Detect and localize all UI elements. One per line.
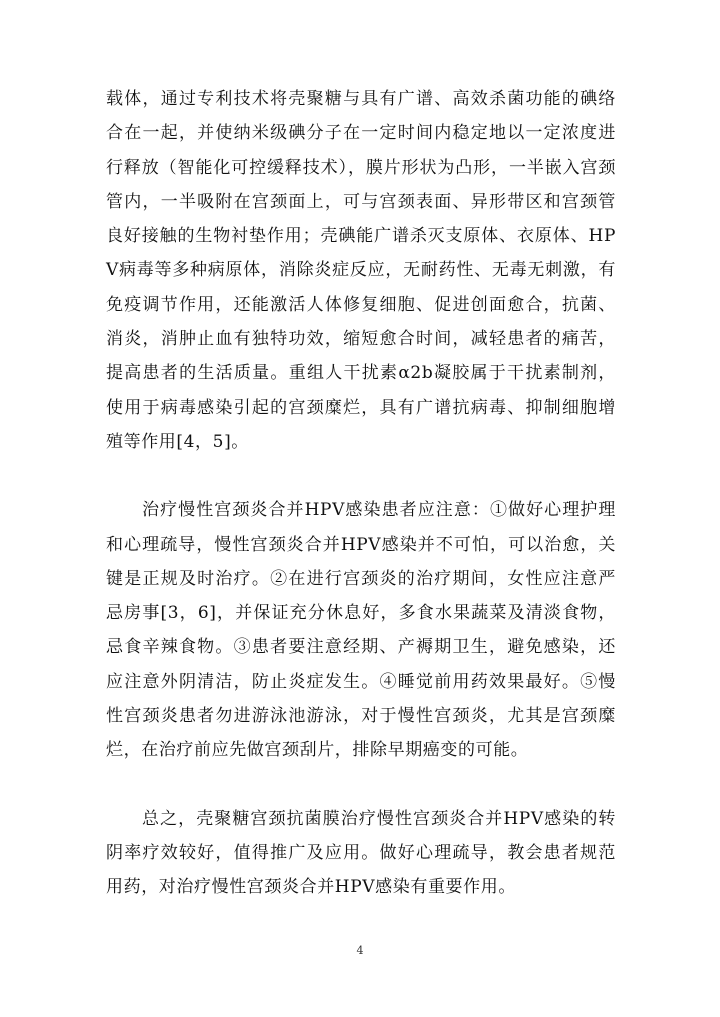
- body-text: [106, 82, 616, 905]
- page-number: 4: [356, 944, 364, 957]
- paragraph-conclusion: 总之，壳聚糖宫颈抗菌膜治疗慢性宫颈炎合并HPV感染的转阴率疗效较好，值得推广及应用。做好心理疏导，教会患者规范用药，对治疗慢性宫颈炎合并HPV感染有重要作用。: [106, 808, 616, 898]
- paragraph-continuation: 载体，通过专利技术将壳聚糖与具有广谱、高效杀菌功能的碘络合在一起，并使纳米级碘分子在一定时间内稳定地以一定浓度进行释放（智能化可控缓释技术），膜片形状为凸形，一半嵌入宫颈管内，一半吸附在宫颈面上，可与宫颈表面、异形带区和宫颈管良好接触的生物衬垫作用；壳碘能广谱杀灭支原体、衣原体、HPV病毒等多种病原体，消除炎症反应，无耐药性、无毒无刺激，有免疫调节作用，还能激活人体修复细胞、促进创面愈合，抗菌、消炎，消肿止血有独特功效，缩短愈合时间，减轻患者的痛苦，提高患者的生活质量。重组人干扰素α2b凝胶属于干扰素制剂，使用于病毒感染引起的宫颈糜烂，具有广谱抗病毒、抑制细胞增殖等作用[4，5]。: [106, 89, 616, 452]
- paragraph-precautions: 治疗慢性宫颈炎合并HPV感染患者应注意：①做好心理护理和心理疏导，慢性宫颈炎合并HPV感染并不可怕，可以治愈，关键是正规及时治疗。②在进行宫颈炎的治疗期间，女性应注意严忌房事[3，6]，并保证充分休息好，多食水果蔬菜及清淡食物，忌食辛辣食物。③患者要注意经期、产褥期卫生，避免感染，还应注意外阴清洁，防止炎症发生。④睡觉前用药效果最好。⑤慢性宫颈炎患者勿进游泳池游泳，对于慢性宫颈炎，尤其是宫颈糜烂，在治疗前应先做宫颈刮片，排除早期癌变的可能。: [106, 500, 616, 761]
